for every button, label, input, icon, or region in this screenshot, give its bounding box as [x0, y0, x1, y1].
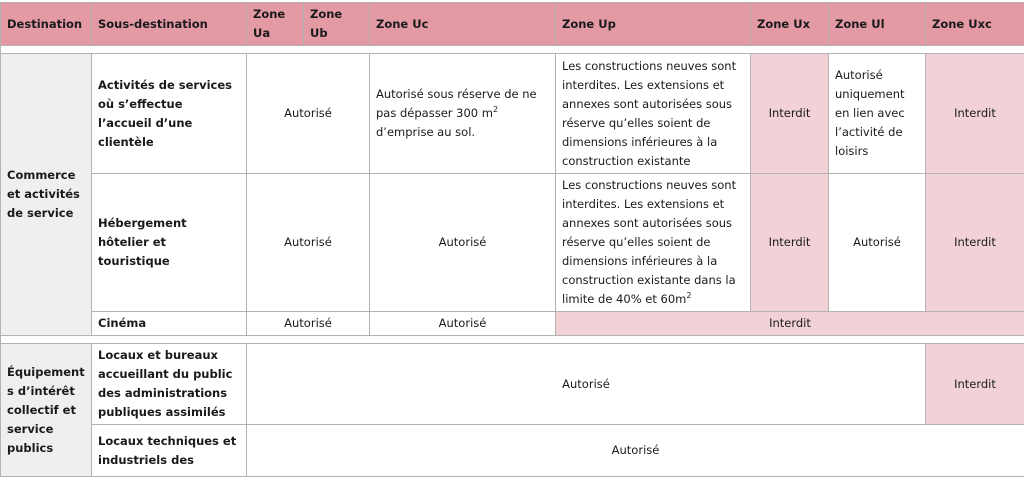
destination-commerce: Commerce et activités de service	[1, 54, 92, 336]
header-zone-up: Zone Up	[556, 3, 751, 46]
cell-ux: Interdit	[751, 174, 829, 312]
header-zone-ux: Zone Ux	[751, 3, 829, 46]
uc-sup: 2	[493, 105, 498, 114]
up-sup: 2	[686, 291, 691, 300]
sous-destination-cell: Hébergement hôtelier et touristique	[92, 174, 247, 312]
table-row	[1, 425, 1024, 477]
header-row	[1, 3, 1024, 46]
cell-up-to-uxc: Interdit	[556, 312, 1024, 336]
header-zone-ub: Zone Ub	[304, 3, 370, 46]
sous-destination-cell: Cinéma	[92, 312, 247, 336]
cell-ua-ub: Autorisé	[247, 174, 370, 312]
cell-uc: Autorisé	[370, 174, 556, 312]
header-destination: Destination	[1, 3, 92, 46]
sous-destination-cell: Activités de services où s’effectue l’accueil d’une clientèle	[92, 54, 247, 174]
cell-ux: Interdit	[751, 54, 829, 174]
table-row	[1, 344, 1024, 425]
cell-ul: Autorisé uniquement en lien avec l’activité de loisirs	[829, 54, 926, 174]
destination-equipements: Équipements d’intérêt collectif et service publics	[1, 344, 92, 477]
header-sous-destination: Sous-destination	[92, 3, 247, 46]
cell-ua-ub: Autorisé	[247, 54, 370, 174]
table-row	[1, 54, 1024, 174]
cell-up	[556, 174, 751, 312]
cell-uc	[370, 54, 556, 174]
uc-tail: d’emprise au sol.	[376, 125, 475, 139]
header-zone-uxc: Zone Uxc	[926, 3, 1024, 46]
sous-destination-cell: Locaux et bureaux accueillant du public des administrations publiques assimilés	[92, 344, 247, 425]
sous-destination-cell: Locaux techniques et industriels des	[92, 425, 247, 477]
table-row	[1, 312, 1024, 336]
cell-up: Les constructions neuves sont interdites. Les extensions et annexes sont autorisées sous réserve qu’elles soient de dimensions inférieures à la construction existante	[556, 54, 751, 174]
cell-uxc: Interdit	[926, 174, 1024, 312]
zoning-table	[0, 2, 1024, 477]
cell-ua-to-uxc: Autorisé	[247, 425, 1024, 477]
cell-uxc: Interdit	[926, 54, 1024, 174]
header-zone-ul: Zone Ul	[829, 3, 926, 46]
cell-ua-ub: Autorisé	[247, 312, 370, 336]
uc-text: Autorisé sous réserve de ne pas dépasser 300 m	[376, 87, 537, 120]
cell-ul: Autorisé	[829, 174, 926, 312]
cell-uxc: Interdit	[926, 344, 1024, 425]
cell-ua-to-ul: Autorisé	[247, 344, 926, 425]
header-zone-ua: Zone Ua	[247, 3, 304, 46]
table-row	[1, 174, 1024, 312]
cell-uc: Autorisé	[370, 312, 556, 336]
header-zone-uc: Zone Uc	[370, 3, 556, 46]
up-text: Les constructions neuves sont interdites. Les extensions et annexes sont autorisées sous réserve qu’elles soient de dimensions inférieures à la construction existante dans la limite de 40% et 60m	[562, 178, 736, 306]
